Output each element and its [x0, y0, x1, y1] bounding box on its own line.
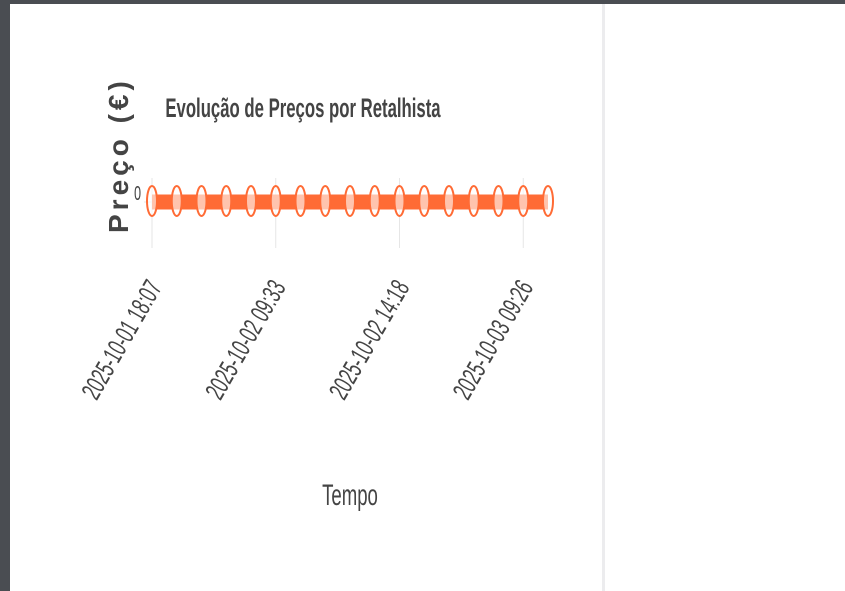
data-point-marker — [494, 186, 504, 216]
data-point-marker — [444, 186, 454, 216]
data-point-marker — [246, 186, 256, 216]
chart-title: Evolução de Preços por Retalhista — [165, 92, 441, 124]
data-point-marker — [172, 186, 182, 216]
x-tick — [76, 275, 168, 404]
x-gridlines — [152, 178, 523, 248]
y-tick-label: 0 — [134, 181, 141, 205]
data-point-marker — [370, 186, 380, 216]
data-point-marker — [296, 186, 306, 216]
data-point-marker — [395, 186, 405, 216]
data-point-marker — [518, 186, 528, 216]
y-axis-ticks — [134, 182, 141, 205]
x-axis-ticks — [76, 275, 539, 404]
x-tick — [200, 275, 292, 404]
data-point-marker — [197, 186, 207, 216]
series-layer — [147, 186, 553, 216]
x-axis-label: Tempo — [322, 478, 378, 513]
data-point-marker — [419, 186, 429, 216]
data-point-marker — [221, 186, 231, 216]
data-point-marker — [320, 186, 330, 216]
data-point-marker — [543, 186, 553, 216]
x-tick-label: 2025-10-02 09:33 — [199, 274, 292, 405]
data-point-marker — [469, 186, 479, 216]
data-point-marker — [271, 186, 281, 216]
x-tick-label: 2025-10-03 09:26 — [447, 274, 540, 405]
x-tick — [323, 275, 415, 404]
x-tick-label: 2025-10-01 18:07 — [75, 274, 168, 405]
y-axis-label: Preço (€) — [103, 77, 134, 233]
data-point-marker — [345, 186, 355, 216]
data-point-marker — [147, 186, 157, 216]
x-tick-label: 2025-10-02 14:18 — [323, 274, 416, 405]
x-tick — [447, 275, 539, 404]
